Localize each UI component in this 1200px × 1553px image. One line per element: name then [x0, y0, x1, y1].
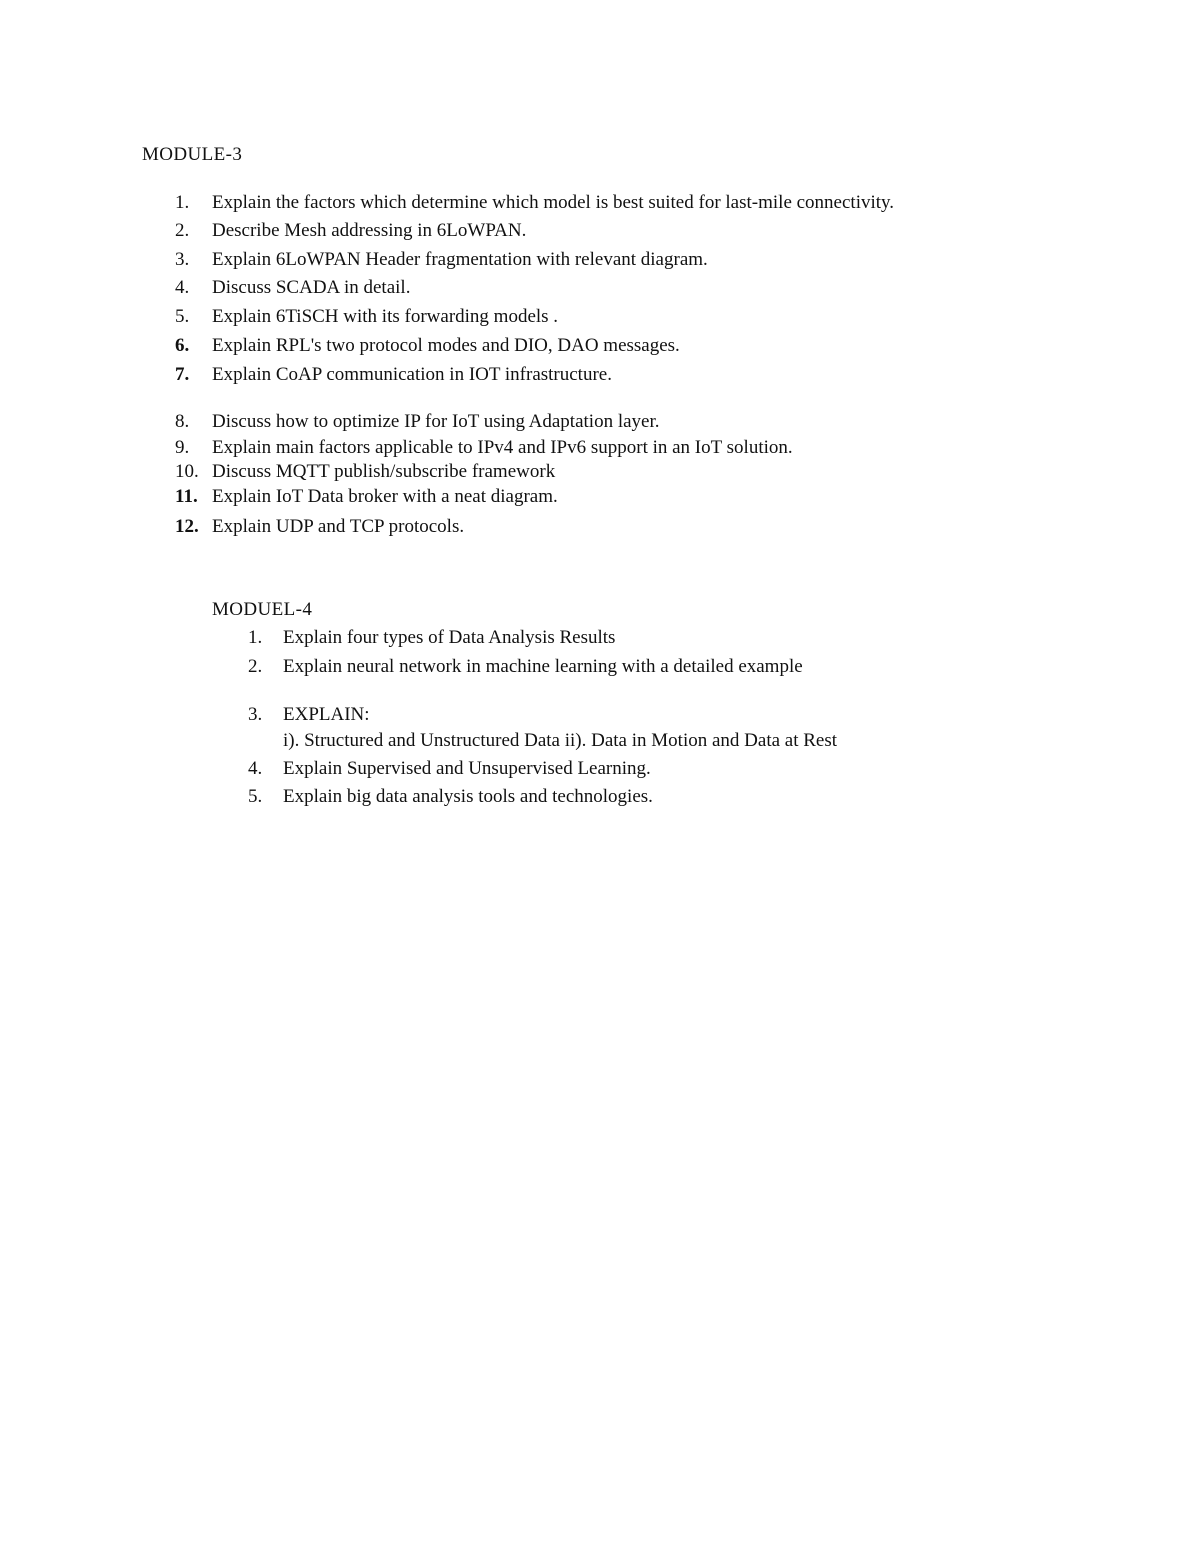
list-item-text: EXPLAIN:	[283, 704, 370, 725]
list-item-number: 10.	[175, 461, 199, 482]
list-item-text: Explain main factors applicable to IPv4 and IPv6 support in an IoT solution.	[212, 437, 793, 458]
list-item-text: Explain 6TiSCH with its forwarding models .	[212, 306, 559, 327]
list-item-number: 1.	[248, 627, 263, 648]
list-item-number: 5.	[175, 306, 190, 327]
list-item-text: Explain RPL's two protocol modes and DIO, DAO messages.	[212, 335, 680, 356]
list-item-number: 2.	[248, 656, 263, 677]
list-item-number: 11.	[175, 486, 198, 507]
list-item-number: 4.	[248, 758, 263, 779]
list-item-text: Explain UDP and TCP protocols.	[212, 516, 465, 537]
list-item-number: 2.	[175, 220, 190, 241]
module-3-heading: MODULE-3	[142, 144, 243, 165]
list-item-number: 12.	[175, 516, 199, 537]
list-item-text: Explain Supervised and Unsupervised Learning.	[283, 758, 651, 779]
list-item-text: Explain 6LoWPAN Header fragmentation with relevant diagram.	[212, 249, 708, 270]
module-4-heading: MODUEL-4	[212, 599, 313, 620]
list-item-text: Explain big data analysis tools and technologies.	[283, 786, 653, 807]
list-item-text: Discuss SCADA in detail.	[212, 277, 411, 298]
list-item-text: Explain CoAP communication in IOT infrastructure.	[212, 364, 612, 385]
list-item-text: Discuss MQTT publish/subscribe framework	[212, 461, 556, 482]
list-item-number: 6.	[175, 335, 190, 356]
list-item-number: 5.	[248, 786, 263, 807]
list-item-text: Explain IoT Data broker with a neat diagram.	[212, 486, 558, 507]
list-item-number: 7.	[175, 364, 190, 385]
list-item-text: Explain neural network in machine learning with a detailed example	[283, 656, 803, 677]
list-item-number: 9.	[175, 437, 190, 458]
list-item-number: 3.	[248, 704, 263, 725]
list-item-text: Explain the factors which determine which model is best suited for last-mile connectivity.	[212, 192, 895, 213]
list-item-number: 4.	[175, 277, 190, 298]
list-item-number: 1.	[175, 192, 190, 213]
list-item-number: 8.	[175, 411, 190, 432]
list-item-text: Explain four types of Data Analysis Results	[283, 627, 616, 648]
list-item-text: Discuss how to optimize IP for IoT using Adaptation layer.	[212, 411, 660, 432]
list-item-number: 3.	[175, 249, 190, 270]
list-item-text: i). Structured and Unstructured Data ii). Data in Motion and Data at Rest	[283, 730, 838, 751]
list-item-text: Describe Mesh addressing in 6LoWPAN.	[212, 220, 527, 241]
